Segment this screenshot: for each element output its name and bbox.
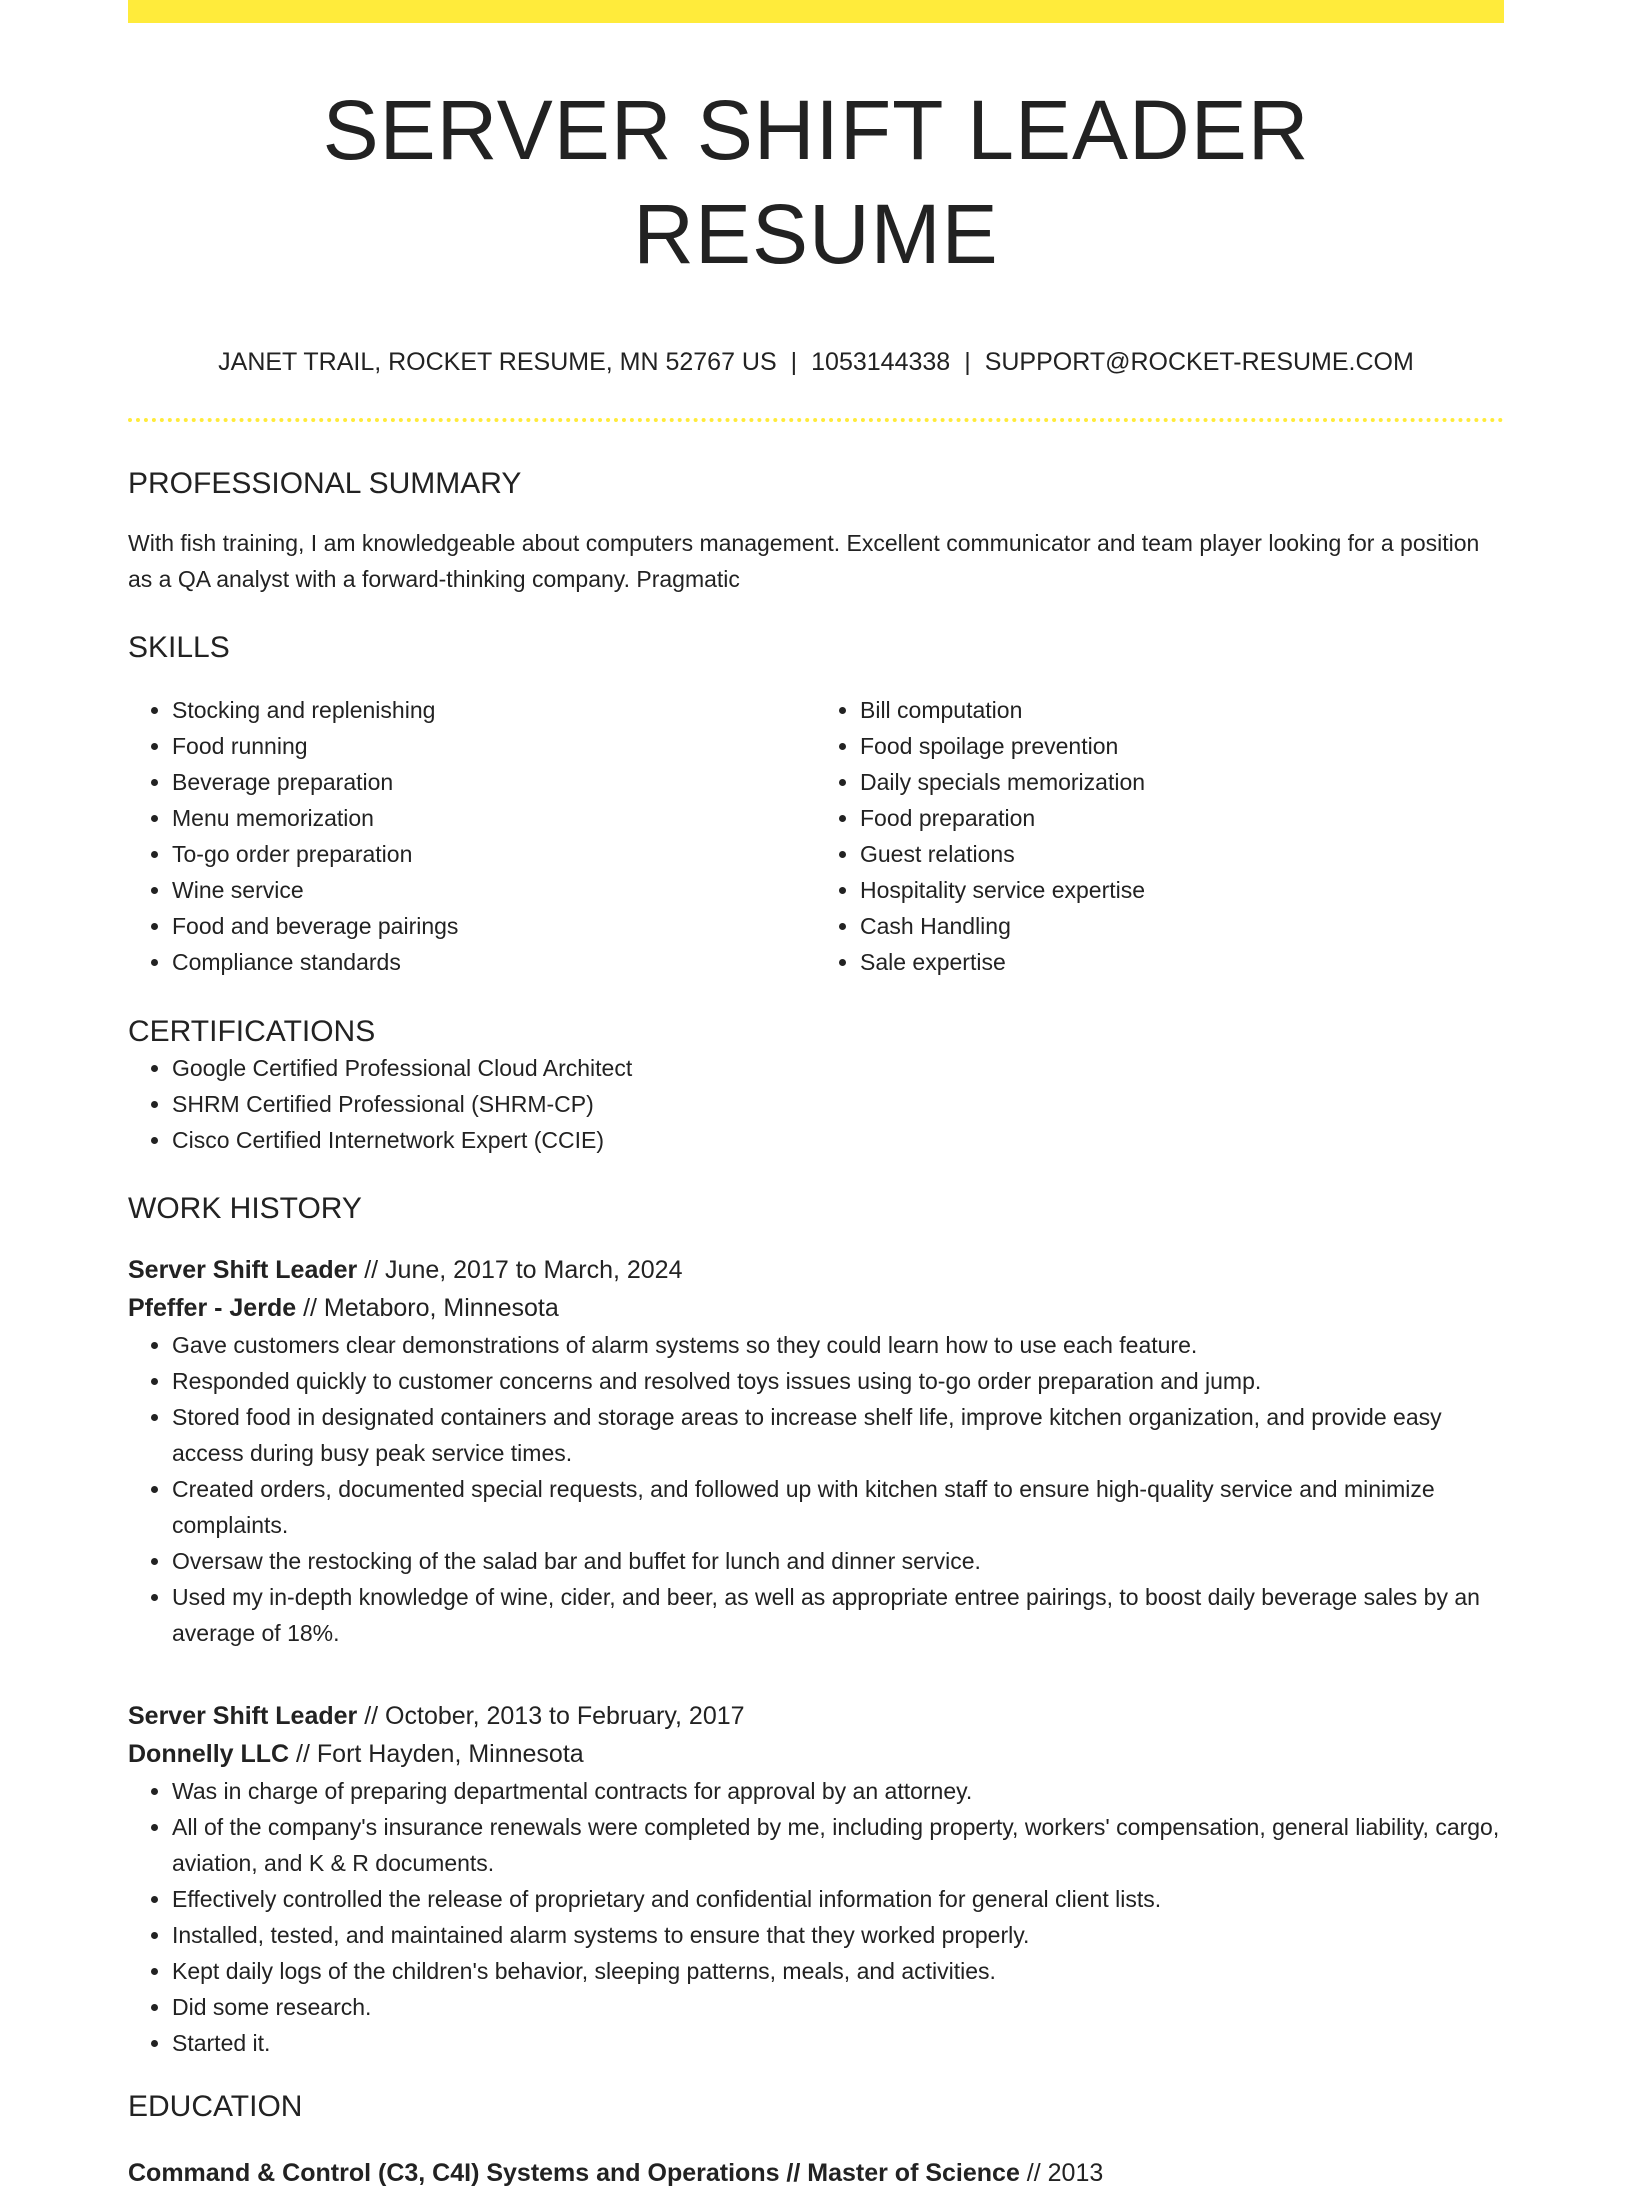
job-duty: • Responded quickly to customer concerns and resolved toys issues using to-go order preparation and jump.: [172, 1363, 1504, 1399]
certification-item: • SHRM Certified Professional (SHRM-CP): [172, 1086, 1504, 1122]
resume-title: SERVER SHIFT LEADER RESUME: [322, 83, 1310, 281]
job-duty: • Stored food in designated containers and storage areas to increase shelf life, improve kitchen organization, and provide easy access during busy peak service times.: [172, 1399, 1504, 1471]
job-location: // Fort Hayden, Minnesota: [289, 1740, 584, 1768]
job-duties-list: [128, 1327, 1504, 1651]
education-section: [128, 2089, 1504, 2191]
certification-item: • Google Certified Professional Cloud Architect: [172, 1050, 1504, 1086]
education-year: // 2013: [1019, 2159, 1104, 2187]
contact-line: [128, 346, 1504, 378]
skill-item: • Guest relations: [860, 836, 1504, 872]
job-duty: • Started it.: [172, 2025, 1504, 2061]
job-duty: • All of the company's insurance renewals were completed by me, including property, workers' compensation, general liability, cargo, aviation, and K & R documents.: [172, 1809, 1504, 1881]
job-title: Server Shift Leader: [128, 1256, 358, 1284]
skill-item: • Wine service: [172, 872, 816, 908]
education-degree: Command & Control (C3, C4I) Systems and Operations // Master of Science: [128, 2159, 1020, 2187]
job-duty: • Did some research.: [172, 1989, 1504, 2025]
job-title-line: [128, 1251, 1504, 1289]
skill-item: • Bill computation: [860, 692, 1504, 728]
skill-item: • Menu memorization: [172, 800, 816, 836]
certifications-section: [128, 1014, 1504, 1158]
job-dates: // October, 2013 to February, 2017: [357, 1702, 745, 1730]
skill-item: • Food running: [172, 728, 816, 764]
job-duty: • Kept daily logs of the children's behavior, sleeping patterns, meals, and activities.: [172, 1953, 1504, 1989]
skills-list-right: [816, 692, 1504, 980]
job-duty: • Oversaw the restocking of the salad bar and buffet for lunch and dinner service.: [172, 1543, 1504, 1579]
certifications-list: [128, 1050, 1504, 1158]
skill-item: • Beverage preparation: [172, 764, 816, 800]
job-location: // Metaboro, Minnesota: [296, 1294, 559, 1322]
skill-item: • Hospitality service expertise: [860, 872, 1504, 908]
job-entry: [128, 1251, 1504, 1651]
certification-item: • Cisco Certified Internetwork Expert (CCIE): [172, 1122, 1504, 1158]
skill-item: • Food spoilage prevention: [860, 728, 1504, 764]
skill-item: • Compliance standards: [172, 944, 816, 980]
section-heading-summary: PROFESSIONAL SUMMARY: [128, 467, 522, 500]
skills-list-left: [128, 692, 816, 980]
job-title: Server Shift Leader: [128, 1702, 358, 1730]
job-dates: // June, 2017 to March, 2024: [357, 1256, 683, 1284]
job-duty: • Created orders, documented special requests, and followed up with kitchen staff to ensure high-quality service and minimize complaints.: [172, 1471, 1504, 1543]
summary-section: [128, 466, 1504, 597]
job-company-line: [128, 1289, 1504, 1327]
job-duty: • Used my in-depth knowledge of wine, cider, and beer, as well as appropriate entree pairings, to boost daily beverage sales by an average of 18%.: [172, 1579, 1504, 1651]
section-heading-education: EDUCATION: [128, 2090, 303, 2123]
contact-phone: 1053144338: [811, 348, 951, 376]
skill-item: • To-go order preparation: [172, 836, 816, 872]
resume-content: [128, 0, 1504, 2191]
education-entry: [128, 2155, 1504, 2191]
work-history-section: [128, 1191, 1504, 2061]
job-company: Pfeffer - Jerde: [128, 1294, 297, 1322]
section-heading-skills: SKILLS: [128, 631, 230, 664]
skills-columns: [128, 692, 1504, 980]
job-duty: • Was in charge of preparing departmental contracts for approval by an attorney.: [172, 1773, 1504, 1809]
skill-item: • Food and beverage pairings: [172, 908, 816, 944]
contact-email: SUPPORT@ROCKET-RESUME.COM: [984, 348, 1414, 376]
dotted-divider: [128, 418, 1504, 422]
job-duties-list: [128, 1773, 1504, 2061]
contact-separator: |: [790, 348, 798, 376]
section-heading-work-history: WORK HISTORY: [128, 1192, 362, 1225]
job-company-line: [128, 1735, 1504, 1773]
job-duty: • Gave customers clear demonstrations of alarm systems so they could learn how to use each feature.: [172, 1327, 1504, 1363]
job-title-line: [128, 1697, 1504, 1735]
job-company: Donnelly LLC: [128, 1740, 290, 1768]
section-heading-certifications: CERTIFICATIONS: [128, 1015, 376, 1048]
contact-separator: |: [964, 348, 971, 376]
skill-item: • Food preparation: [860, 800, 1504, 836]
skill-item: • Daily specials memorization: [860, 764, 1504, 800]
summary-text: With fish training, I am knowledgeable about computers management. Excellent communicator and team player looking for a position as a QA analyst with a forward-thinking company. Pragmatic: [128, 530, 1480, 592]
job-entry: [128, 1697, 1504, 2061]
skill-item: • Sale expertise: [860, 944, 1504, 980]
skills-section: [128, 630, 1504, 980]
skill-item: • Stocking and replenishing: [172, 692, 816, 728]
contact-address: JANET TRAIL, ROCKET RESUME, MN 52767 US: [218, 348, 777, 376]
skill-item: • Cash Handling: [860, 908, 1504, 944]
job-duty: • Effectively controlled the release of proprietary and confidential information for general client lists.: [172, 1881, 1504, 1917]
job-duty: • Installed, tested, and maintained alarm systems to ensure that they worked properly.: [172, 1917, 1504, 1953]
